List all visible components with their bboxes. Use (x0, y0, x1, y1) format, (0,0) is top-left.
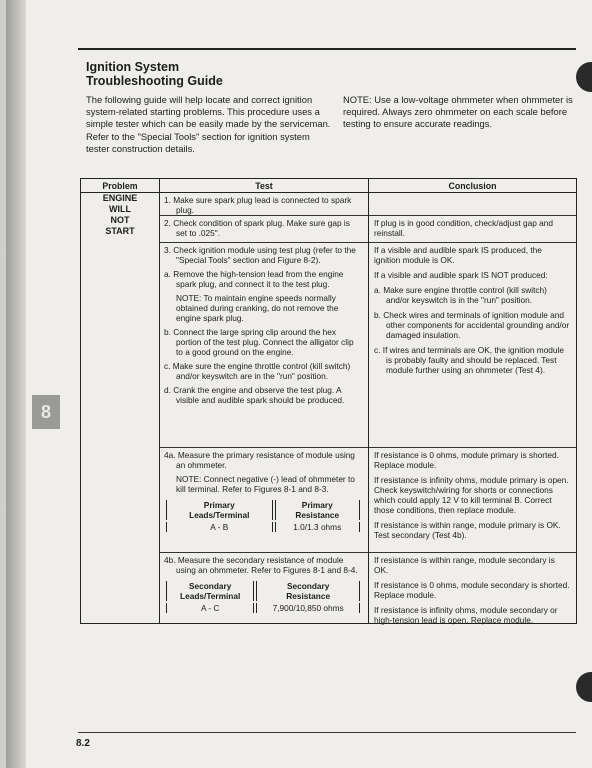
header-problem: Problem (81, 179, 160, 193)
step-text: 2. Check condition of spark plug. Make sure gap is set to .025". (164, 218, 350, 238)
title-line: Troubleshooting Guide (86, 74, 223, 88)
conclusion-text: If a visible and audible spark IS NOT produced: (374, 270, 548, 280)
conclusion-text: If resistance is within range, module secondary is OK. (374, 555, 555, 575)
step-text: d. Crank the engine and observe the test plug. A visible and audible spark should be produced. (164, 385, 345, 405)
step-text: 3. Check ignition module using test plug (refer to the "Special Tools" section and Figure 8-2). (164, 245, 356, 265)
table-row (81, 193, 577, 624)
conclusion-text: b. Check wires and terminals of ignition module and other components for accidental grounding and/or damaged insulation. (374, 310, 570, 340)
page-number: 8.2 (76, 738, 90, 749)
lead-value: A - B (166, 522, 273, 532)
step-note: NOTE: Connect negative (-) lead of ohmmeter to kill terminal. Refer to Figures 8-1 and 8-3. (176, 474, 355, 494)
page-title (86, 60, 223, 88)
step-note: NOTE: To maintain engine speeds normally obtained during cranking, do not remove the engine spark plug. (176, 293, 339, 323)
top-rule (78, 48, 576, 50)
title-line: Ignition System (86, 60, 180, 74)
test-cell (160, 193, 369, 624)
resistance-value: 7,900/10,850 ohms (256, 603, 360, 613)
problem-cell (81, 193, 160, 624)
test-step-4a (160, 448, 368, 553)
step-text: a. Remove the high-tension lead from the engine spark plug, and connect it to the test plug. (164, 269, 344, 289)
intro-paragraph: The following guide will help locate and correct ignition system-related starting problems. This procedure uses a simple tester which can be easily made by the serviceman. Refer to the "Special Tools" section for ignition system tester construction details. (86, 94, 331, 154)
header-test: Test (160, 179, 369, 193)
test-step-2 (160, 216, 368, 243)
secondary-resistance-table (164, 579, 362, 615)
column-header: Secondary Leads/Terminal (166, 581, 254, 601)
column-header: Primary Leads/Terminal (166, 500, 273, 520)
binder-hole (576, 672, 592, 702)
conclusion-2 (369, 216, 576, 243)
intro-note: NOTE: Use a low-voltage ohmmeter when ohmmeter is required. Always zero ohmmeter on each scale before testing to ensure accurate readings. (343, 94, 573, 130)
conclusion-text: c. If wires and terminals are OK, the ignition module is probably faulty and should be replaced. Test module further using an ohmmeter (Test 4). (374, 345, 564, 375)
column-header: Primary Resistance (275, 500, 361, 520)
problem-label: START (105, 226, 135, 236)
conclusion-text: If a visible and audible spark IS produced, the ignition module is OK. (374, 245, 542, 265)
test-step-1 (160, 193, 368, 216)
step-text: 1. Make sure spark plug lead is connected to spark plug. (164, 195, 352, 215)
conclusion-4b (369, 553, 576, 623)
primary-resistance-table (164, 498, 362, 534)
conclusion-4a (369, 448, 576, 553)
step-text: 4a. Measure the primary resistance of module using an ohmmeter. (164, 450, 355, 470)
test-step-4b (160, 553, 368, 623)
conclusion-1 (369, 193, 576, 216)
conclusion-cell (369, 193, 577, 624)
problem-label: ENGINE (102, 193, 138, 203)
header-conclusion: Conclusion (369, 179, 577, 193)
resistance-value: 1.0/1.3 ohms (275, 522, 361, 532)
binding-spine (6, 0, 26, 768)
test-step-3 (160, 243, 368, 448)
troubleshooting-table (80, 178, 577, 624)
step-text: b. Connect the large spring clip around the hex portion of the test plug. Connect the alligator clip to a good ground on the engine. (164, 327, 354, 357)
conclusion-text: If resistance is infinity ohms, module primary is open. Check keyswitch/wiring for shorts or connections which could apply 12 V to kill terminal B. Correct those conditions, then replace module. (374, 475, 569, 515)
step-text: 4b. Measure the secondary resistance of module using an ohmmeter. Refer to Figures 8-1 and 8-4. (164, 555, 358, 575)
lead-value: A - C (166, 603, 254, 613)
conclusion-text: If plug is in good condition, check/adjust gap and reinstall. (374, 218, 553, 238)
section-tab: 8 (32, 395, 60, 429)
problem-label: WILL (109, 204, 131, 214)
conclusion-3 (369, 243, 576, 448)
binder-hole (576, 62, 592, 92)
manual-page (6, 0, 592, 768)
bottom-rule (78, 732, 576, 733)
conclusion-text: If resistance is 0 ohms, module primary is shorted. Replace module. (374, 450, 559, 470)
step-text: c. Make sure the engine throttle control (kill switch) and/or keyswitch are in the "run" position. (164, 361, 351, 381)
conclusion-text: a. Make sure engine throttle control (kill switch) and/or keyswitch is in the "run" position. (374, 285, 547, 305)
conclusion-text: If resistance is within range, module primary is OK. Test secondary (Test 4b). (374, 520, 561, 540)
problem-label: NOT (110, 215, 130, 225)
conclusion-text: If resistance is 0 ohms, module secondary is shorted. Replace module. (374, 580, 570, 600)
column-header: Secondary Resistance (256, 581, 360, 601)
table-header-row (81, 179, 577, 193)
conclusion-text: If resistance is infinity ohms, module secondary or high-tension lead is open. Replace module. (374, 605, 558, 625)
